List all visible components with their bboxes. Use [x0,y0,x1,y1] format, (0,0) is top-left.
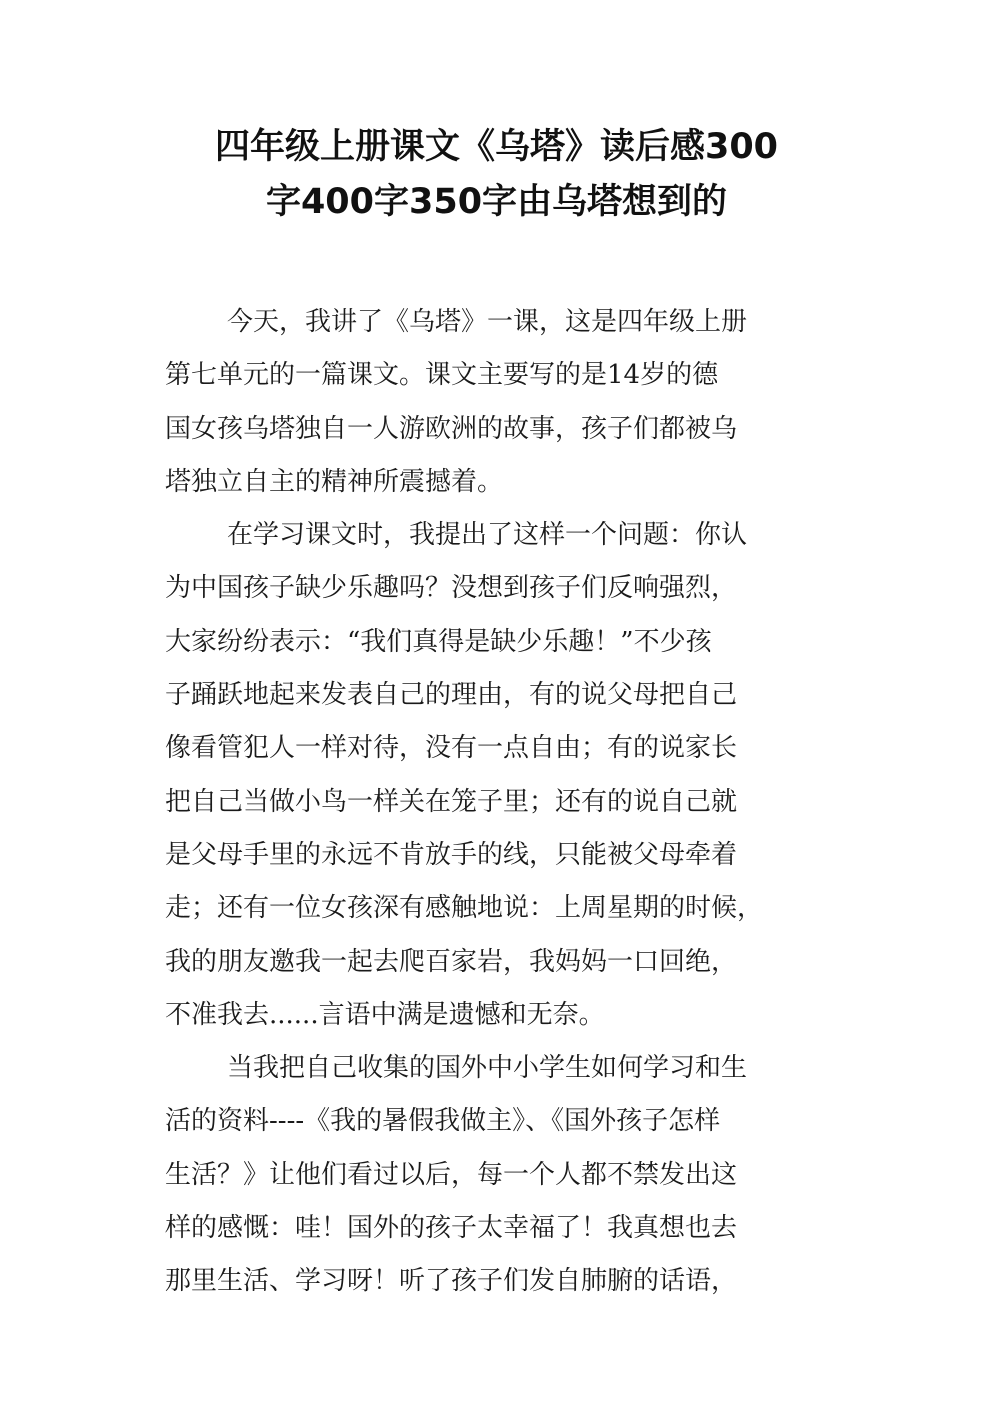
paragraph-line: 活的资料----《我的暑假我做主》、《国外孩子怎样 [165,1106,721,1137]
paragraph-line: 不准我去......言语中满是遗憾和无奈。 [165,999,605,1030]
paragraph-line: 国女孩乌塔独自一人游欧洲的故事，孩子们都被乌 [165,413,738,444]
paragraph-line: 塔独立自主的精神所震撼着。 [165,466,504,497]
document-title [160,120,833,230]
paragraph-line: 为中国孩子缺少乐趣吗？没想到孩子们反响强烈， [165,573,738,604]
paragraph-line: 生活？》让他们看过以后，每一个人都不禁发出这 [165,1159,738,1190]
paragraph-3 [165,1042,845,1308]
paragraph-line: 像看管犯人一样对待，没有一点自由；有的说家长 [165,733,738,764]
paragraph-line: 走；还有一位女孩深有感触地说：上周星期的时候， [165,893,764,924]
paragraph-line: 是父母手里的永远不肯放手的线，只能被父母牵着 [165,839,738,870]
document-body [165,296,845,1309]
title-line-1: 四年级上册课文《乌塔》读后感300 [214,127,779,167]
paragraph-line: 那里生活、学习呀！听了孩子们发自肺腑的话语， [165,1266,738,1297]
paragraph-line: 在学习课文时，我提出了这样一个问题：你认 [227,520,748,551]
paragraph-line: 大家纷纷表示：“我们真得是缺少乐趣！”不少孩 [165,626,712,657]
paragraph-line: 样的感慨：哇！国外的孩子太幸福了！我真想也去 [165,1213,738,1244]
paragraph-line: 当我把自己收集的国外中小学生如何学习和生 [227,1053,748,1084]
paragraph-line: 我的朋友邀我一起去爬百家岩，我妈妈一口回绝， [165,946,738,977]
paragraph-line: 第七单元的一篇课文。课文主要写的是14岁的德 [165,360,719,391]
paragraph-line: 子踊跃地起来发表自己的理由，有的说父母把自己 [165,680,738,711]
paragraph-1 [165,296,845,509]
title-line-2: 字400字350字由乌塔想到的 [265,182,728,222]
paragraph-2 [165,509,845,1042]
paragraph-line: 今天，我讲了《乌塔》一课，这是四年级上册 [227,307,748,337]
paragraph-line: 把自己当做小鸟一样关在笼子里；还有的说自己就 [165,786,738,817]
